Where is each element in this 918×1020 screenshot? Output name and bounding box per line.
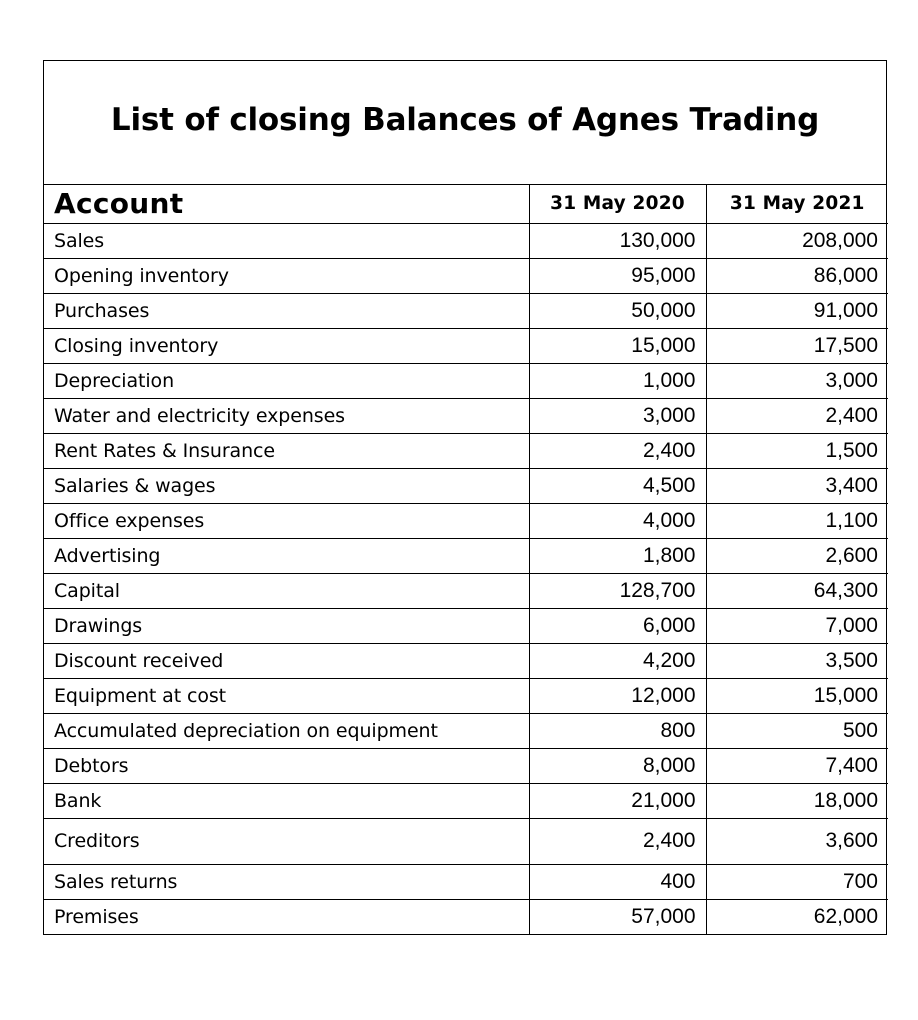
account-cell: Equipment at cost [44,678,529,713]
table-row [44,468,888,503]
table-row [44,398,888,433]
value-2021-cell: 91,000 [706,293,888,328]
value-2021-cell: 15,000 [706,678,888,713]
account-cell: Depreciation [44,363,529,398]
value-2021-cell: 17,500 [706,328,888,363]
value-2021-cell: 7,000 [706,608,888,643]
value-2021-cell: 7,400 [706,748,888,783]
value-2020-cell: 2,400 [529,818,706,864]
value-2020-cell: 3,000 [529,398,706,433]
account-cell: Debtors [44,748,529,783]
value-2020-cell: 12,000 [529,678,706,713]
header-2020: 31 May 2020 [529,185,706,223]
value-2021-cell: 2,400 [706,398,888,433]
value-2020-cell: 130,000 [529,223,706,258]
value-2021-cell: 700 [706,864,888,899]
account-cell: Drawings [44,608,529,643]
table-row [44,258,888,293]
account-cell: Water and electricity expenses [44,398,529,433]
value-2020-cell: 4,000 [529,503,706,538]
value-2021-cell: 1,500 [706,433,888,468]
table-row [44,748,888,783]
value-2020-cell: 6,000 [529,608,706,643]
value-2020-cell: 4,200 [529,643,706,678]
table-row [44,899,888,934]
account-cell: Sales [44,223,529,258]
table-row [44,363,888,398]
table-row [44,538,888,573]
account-cell: Opening inventory [44,258,529,293]
account-cell: Bank [44,783,529,818]
account-cell: Sales returns [44,864,529,899]
table-row [44,573,888,608]
value-2020-cell: 1,800 [529,538,706,573]
value-2021-cell: 3,000 [706,363,888,398]
account-cell: Accumulated depreciation on equipment [44,713,529,748]
value-2020-cell: 21,000 [529,783,706,818]
account-cell: Discount received [44,643,529,678]
table-header-row [44,185,888,223]
account-cell: Advertising [44,538,529,573]
account-cell: Capital [44,573,529,608]
account-cell: Rent Rates & Insurance [44,433,529,468]
value-2020-cell: 50,000 [529,293,706,328]
balances-document [43,60,887,935]
value-2020-cell: 4,500 [529,468,706,503]
table-row [44,643,888,678]
value-2020-cell: 1,000 [529,363,706,398]
table-row [44,864,888,899]
account-cell: Salaries & wages [44,468,529,503]
balances-table [44,185,888,934]
title-box [44,61,886,185]
value-2020-cell: 128,700 [529,573,706,608]
value-2021-cell: 2,600 [706,538,888,573]
value-2021-cell: 86,000 [706,258,888,293]
header-account: Account [44,185,529,223]
table-row [44,818,888,864]
value-2020-cell: 8,000 [529,748,706,783]
value-2021-cell: 500 [706,713,888,748]
value-2020-cell: 400 [529,864,706,899]
table-row [44,713,888,748]
table-row [44,223,888,258]
value-2020-cell: 95,000 [529,258,706,293]
value-2020-cell: 800 [529,713,706,748]
table-row [44,328,888,363]
table-row [44,678,888,713]
value-2021-cell: 1,100 [706,503,888,538]
table-row [44,293,888,328]
value-2021-cell: 3,600 [706,818,888,864]
document-title: List of closing Balances of Agnes Trading [110,101,820,138]
table-row [44,783,888,818]
value-2021-cell: 62,000 [706,899,888,934]
table-row [44,608,888,643]
value-2020-cell: 15,000 [529,328,706,363]
account-cell: Closing inventory [44,328,529,363]
account-cell: Purchases [44,293,529,328]
value-2021-cell: 208,000 [706,223,888,258]
value-2021-cell: 18,000 [706,783,888,818]
table-row [44,503,888,538]
account-cell: Creditors [44,818,529,864]
value-2020-cell: 57,000 [529,899,706,934]
value-2020-cell: 2,400 [529,433,706,468]
account-cell: Premises [44,899,529,934]
value-2021-cell: 64,300 [706,573,888,608]
value-2021-cell: 3,500 [706,643,888,678]
header-2021: 31 May 2021 [706,185,888,223]
account-cell: Office expenses [44,503,529,538]
value-2021-cell: 3,400 [706,468,888,503]
table-row [44,433,888,468]
